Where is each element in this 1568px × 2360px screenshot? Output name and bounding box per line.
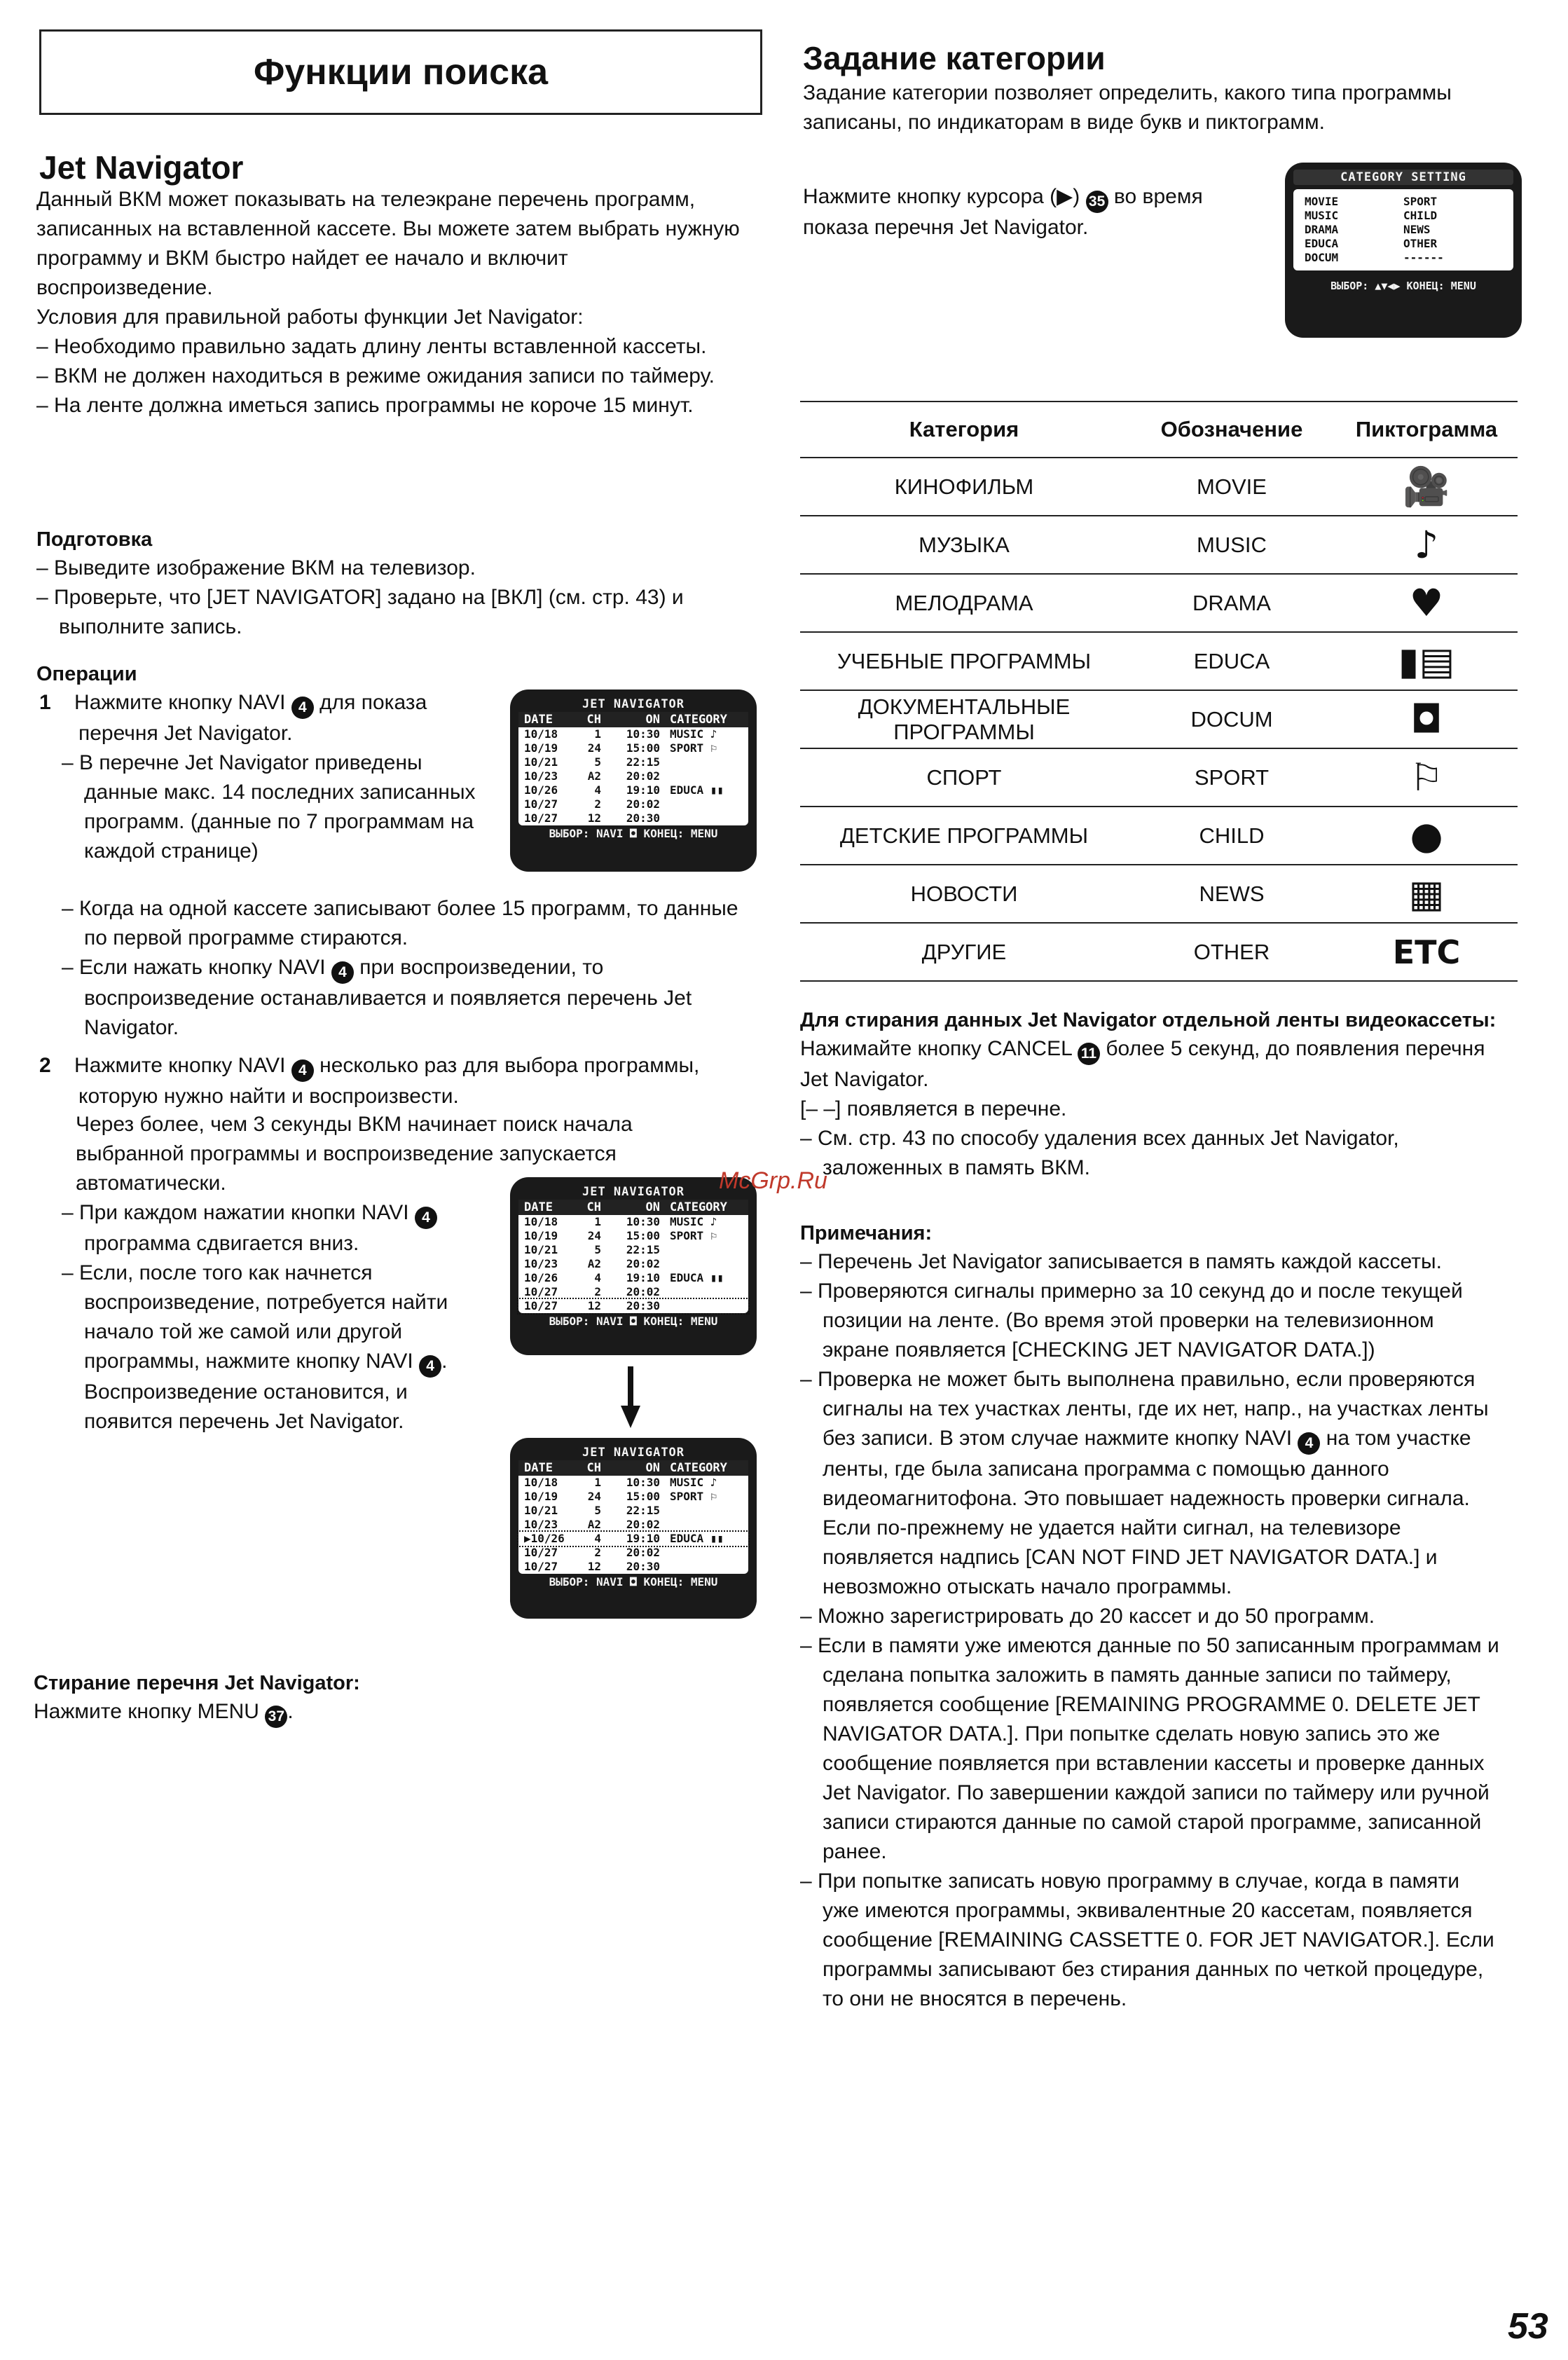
step-2-text: 2 Нажмите кнопку NAVI 4 несколько раз для выбора программы, которую нужно найти и воспроизвести. — [39, 1054, 700, 1108]
screen-list — [518, 1460, 748, 1574]
step-1-sub: – Когда на одной кассете записывают более 15 программ, то данные по первой программе стираются. — [62, 897, 738, 949]
cs-item: DRAMA — [1305, 223, 1339, 236]
screen-title: JET NAVIGATOR — [582, 1446, 685, 1460]
cs-left-list — [1305, 195, 1403, 265]
clear-title: Для стирания данных Jet Navigator отдельной ленты видеокассеты: — [800, 1009, 1497, 1031]
cs-footer: ВЫБОР: ▲▼◀▶ КОНЕЦ: MENU — [1330, 280, 1476, 292]
note-item: – Если в памяти уже имеются данные по 50 записанным программам и сделана попытка заложить в память данные записи по таймеру, появляется сообщение [REMAINING PROGRAMME 0. DELETE JET NAVIGATOR DATA.]. При попытке сделать новую запись это же сообщение появляется при вставлении кассеты и проверке данных Jet Navigator. По завершении каждой записи по таймеру или ручной записи стираются данные по самой старой программе, записанной ранее. — [800, 1634, 1499, 1863]
note-item: – Проверяются сигналы примерно за 10 секунд до и после текущей позиции на ленте. (Во время этой проверки на телевизионном экране появляется [CHECKING JET NAVIGATOR DATA.]) — [800, 1280, 1463, 1361]
screen-row-selected: ▶10/26 4 19:10 EDUCA ▮▮ — [518, 1532, 748, 1546]
step-1 — [36, 688, 499, 866]
screen-footer: ВЫБОР: NAVI ◘ КОНЕЦ: MENU — [549, 1315, 718, 1328]
notes-block — [800, 1219, 1501, 2014]
category-press: Нажмите кнопку курсора (▶) 35 во время показа перечня Jet Navigator. — [803, 185, 1203, 239]
note-item: – При попытке записать новую программу в случае, когда в памяти уже имеются программы, эквивалентные 20 кассетам, появляется сообщение [REMAINING CASSETTE 0. FOR JET NAVIGATOR.]. Если программы записывают без стирания данных по четкой процедуре, то они не вносятся в перечень. — [800, 1870, 1494, 2010]
etc-icon: ETC — [1335, 923, 1518, 981]
table-row — [800, 458, 1518, 516]
step-1-sub: – Если нажать кнопку NAVI 4 при воспроизведении, то воспроизведение останавливается и появляется перечень Jet Navigator. — [62, 956, 692, 1039]
navi-button-ref: 4 — [419, 1355, 441, 1378]
table-row — [800, 807, 1518, 865]
category-cell: УЧЕБНЫЕ ПРОГРАММЫ — [800, 632, 1128, 690]
category-setting-screen — [1285, 163, 1522, 338]
category-cell: НОВОСТИ — [800, 865, 1128, 923]
pointer-icon: ▶ — [524, 1532, 531, 1545]
erase-title: Стирание перечня Jet Navigator: — [34, 1672, 360, 1694]
code-cell: SPORT — [1128, 748, 1335, 807]
step-1-more — [36, 894, 751, 1043]
cs-item: DOCUM — [1305, 251, 1339, 264]
category-cell: МУЗЫКА — [800, 516, 1128, 574]
jet-navigator-screen-after — [510, 1438, 757, 1619]
cs-right-list — [1403, 195, 1502, 265]
screen-row: 10/27 2 20:02 — [524, 1285, 660, 1298]
screen-row-selected: 10/27 12 20:30 — [518, 1299, 748, 1313]
code-cell: MOVIE — [1128, 458, 1335, 516]
jet-navigator-screen — [510, 690, 757, 872]
cs-item: MUSIC — [1305, 209, 1339, 222]
intro-text: Данный ВКМ может показывать на телеэкране перечень программ, записанных на вставленной кассете. Вы можете затем выбрать нужную программу и ВКМ быстро найдет ее начало и включит воспроизведение. — [36, 188, 740, 299]
clear-text-2: [– –] появляется в перечне. — [800, 1097, 1067, 1120]
condition-item: – ВКМ не должен находиться в режиме ожидания записи по таймеру. — [36, 364, 715, 387]
step-1-text: 1 Нажмите кнопку NAVI 4 для показа перечня Jet Navigator. — [39, 691, 427, 745]
screen-row: 10/19 24 15:00 SPORT ⚐ — [524, 1229, 717, 1242]
screen-row: 10/27 12 20:30 — [524, 1560, 660, 1573]
clear-block — [800, 1006, 1501, 1183]
screen-columns: DATE CH ON CATEGORY — [518, 1460, 748, 1476]
screen-row: 10/23 A2 20:02 — [524, 1257, 660, 1270]
erase-text: Нажмите кнопку MENU 37 . — [34, 1697, 734, 1728]
step-2-sub: – Если, после того как начнется воспроизведение, потребуется найти начало той же самой или другой программы, нажмите кнопку NAVI 4 . Воспроизведение остановится, и появится перечень Jet Navigator. — [62, 1261, 448, 1433]
notes-title: Примечания: — [800, 1222, 933, 1244]
screen-footer: ВЫБОР: NAVI ◘ КОНЕЦ: MENU — [549, 1575, 718, 1589]
code-cell: OTHER — [1128, 923, 1335, 981]
screen-row: 10/21 5 22:15 — [524, 755, 660, 769]
clear-text-3: – См. стр. 43 по способу удаления всех данных Jet Navigator, заложенных в память ВКМ. — [800, 1127, 1399, 1179]
screen-row: 10/23 A2 20:02 — [524, 1518, 660, 1531]
code-cell: CHILD — [1128, 807, 1335, 865]
heart-icon: ♥ — [1335, 574, 1518, 632]
cs-list — [1293, 189, 1513, 270]
movie-camera-icon: 🎥 — [1335, 458, 1518, 516]
screen-row: 10/23 A2 20:02 — [524, 769, 660, 783]
condition-item: – На ленте должна иметься запись программы не короче 15 минут. — [36, 394, 694, 417]
section-header: Функции поиска — [39, 29, 762, 115]
prep-item: – Проверьте, что [JET NAVIGATOR] задано на [ВКЛ] (см. стр. 43) и выполните запись. — [36, 586, 684, 638]
table-header-row — [800, 402, 1518, 458]
preparation-title: Подготовка — [36, 528, 153, 551]
screen-row: 10/21 5 22:15 — [524, 1243, 660, 1256]
cs-item: NEWS — [1403, 223, 1431, 236]
down-arrow-icon — [621, 1366, 640, 1428]
intro-block — [36, 185, 744, 420]
screen-title: JET NAVIGATOR — [582, 1185, 685, 1199]
table-row — [800, 516, 1518, 574]
preparation-block — [36, 526, 744, 642]
note-item: – Перечень Jet Navigator записывается в память каждой кассеты. — [800, 1250, 1442, 1273]
prep-item: – Выведите изображение ВКМ на телевизор. — [36, 556, 476, 579]
table-row — [800, 690, 1518, 748]
cs-item: CHILD — [1403, 209, 1438, 222]
screen-row: 10/26 4 19:10 EDUCA ▮▮ — [524, 1271, 724, 1284]
erase-block — [34, 1669, 734, 1728]
screen-row: 10/18 1 10:30 MUSIC ♪ — [524, 727, 717, 741]
photo-camera-icon: ◘ — [1335, 690, 1518, 748]
cs-item: ------ — [1403, 251, 1444, 264]
screen-list — [518, 1200, 748, 1313]
column-header: Пиктограмма — [1335, 402, 1518, 458]
screen-row: 10/19 24 15:00 SPORT ⚐ — [524, 1490, 717, 1503]
code-cell: DOCUM — [1128, 690, 1335, 748]
category-title: Задание категории — [803, 40, 1106, 76]
category-cell: СПОРТ — [800, 748, 1128, 807]
category-table — [800, 401, 1518, 982]
code-cell: DRAMA — [1128, 574, 1335, 632]
table-row — [800, 574, 1518, 632]
condition-item: – Необходимо правильно задать длину ленты вставленной кассеты. — [36, 335, 707, 358]
category-cell: КИНОФИЛЬМ — [800, 458, 1128, 516]
category-cell: ДРУГИЕ — [800, 923, 1128, 981]
step-2-sub: – При каждом нажатии кнопки NAVI 4 программа сдвигается вниз. — [36, 1198, 485, 1258]
screen-title: JET NAVIGATOR — [582, 697, 685, 711]
book-icon: ▮▤ — [1335, 632, 1518, 690]
conditions-lead: Условия для правильной работы функции Jet Navigator: — [36, 306, 584, 329]
cs-item: SPORT — [1403, 195, 1438, 208]
table-row — [800, 632, 1518, 690]
balloon-icon: ● — [1335, 807, 1518, 865]
screen-columns: DATE CH ON CATEGORY — [518, 712, 748, 727]
music-note-icon: ♪ — [1335, 516, 1518, 574]
screen-row: 10/21 5 22:15 — [524, 1504, 660, 1517]
screen-footer: ВЫБОР: NAVI ◘ КОНЕЦ: MENU — [549, 827, 718, 840]
screen-row: 10/26 4 19:10 EDUCA ▮▮ — [524, 783, 724, 797]
clear-text: Нажимайте кнопку CANCEL 11 более 5 секунд, до появления перечня Jet Navigator. — [800, 1037, 1485, 1091]
cancel-button-ref: 11 — [1078, 1043, 1100, 1065]
menu-button-ref: 37 — [265, 1706, 287, 1728]
jet-navigator-title: Jet Navigator — [39, 149, 244, 186]
note-item: – Можно зарегистрировать до 20 кассет и до 50 программ. — [800, 1605, 1375, 1628]
cs-item: EDUCA — [1305, 237, 1339, 250]
page-number: 53 — [1508, 2306, 1548, 2347]
column-header: Категория — [800, 402, 1128, 458]
column-header: Обозначение — [1128, 402, 1335, 458]
cs-item: OTHER — [1403, 237, 1438, 250]
code-cell: NEWS — [1128, 865, 1335, 923]
step-2-detail-text: Через более, чем 3 секунды ВКМ начинает поиск начала выбранной программы и воспроизведение запускается автоматически. — [76, 1113, 633, 1195]
category-intro: Задание категории позволяет определить, какого типа программы записаны, по индикаторам в виде букв и пиктограмм. — [803, 81, 1452, 134]
navi-button-ref: 4 — [291, 1059, 314, 1082]
screen-columns: DATE CH ON CATEGORY — [518, 1200, 748, 1215]
cs-title: CATEGORY SETTING — [1293, 170, 1513, 185]
runner-icon: ⚐ — [1335, 748, 1518, 807]
jet-navigator-screen-before — [510, 1177, 757, 1355]
code-cell: EDUCA — [1128, 632, 1335, 690]
screen-row: 10/27 12 20:30 — [524, 811, 660, 825]
watermark: McGrp.Ru — [719, 1167, 827, 1194]
screen-list — [518, 712, 748, 825]
navi-button-ref: 4 — [291, 697, 314, 719]
step-1-sub: – В перечне Jet Navigator приведены данные макс. 14 последних записанных программ. (данные по 7 программам на каждой странице) — [62, 751, 476, 863]
screen-row: 10/19 24 15:00 SPORT ⚐ — [524, 741, 717, 755]
category-cell: ДОКУМЕНТАЛЬНЫЕ ПРОГРАММЫ — [800, 690, 1128, 748]
category-cell: МЕЛОДРАМА — [800, 574, 1128, 632]
screen-row: 10/27 2 20:02 — [524, 1546, 660, 1559]
category-cell: ДЕТСКИЕ ПРОГРАММЫ — [800, 807, 1128, 865]
operations-title: Операции — [36, 663, 137, 685]
code-cell: MUSIC — [1128, 516, 1335, 574]
note-item: – Проверка не может быть выполнена правильно, если проверяются сигналы на тех участках ленты, где их нет, напр., на участках ленты без записи. В этом случае нажмите кнопку NAVI 4 на том участке ленты, где была записана программа с помощью данного видеомагнитофона. Это повышает надежность проверки сигнала. Если по-прежнему не удается найти сигнал, на телевизоре появляется надпись [CAN NOT FIND JET NAVIGATOR DATA.] и невозможно отыскать начало программы. — [800, 1368, 1489, 1598]
table-row — [800, 748, 1518, 807]
navi-button-ref: 4 — [1298, 1432, 1320, 1455]
navi-button-ref: 4 — [331, 961, 354, 984]
screen-row: 10/27 2 20:02 — [524, 797, 660, 811]
navi-button-ref: 4 — [415, 1207, 437, 1229]
table-row — [800, 865, 1518, 923]
table-row — [800, 923, 1518, 981]
step-2-subs — [36, 1198, 485, 1436]
cs-item: MOVIE — [1305, 195, 1339, 208]
screen-row: 10/18 1 10:30 MUSIC ♪ — [524, 1476, 717, 1489]
news-icon: ▦ — [1335, 865, 1518, 923]
step-2 — [36, 1051, 744, 1111]
cursor-button-ref: 35 — [1086, 191, 1108, 213]
screen-row: 10/18 1 10:30 MUSIC ♪ — [524, 1215, 717, 1228]
